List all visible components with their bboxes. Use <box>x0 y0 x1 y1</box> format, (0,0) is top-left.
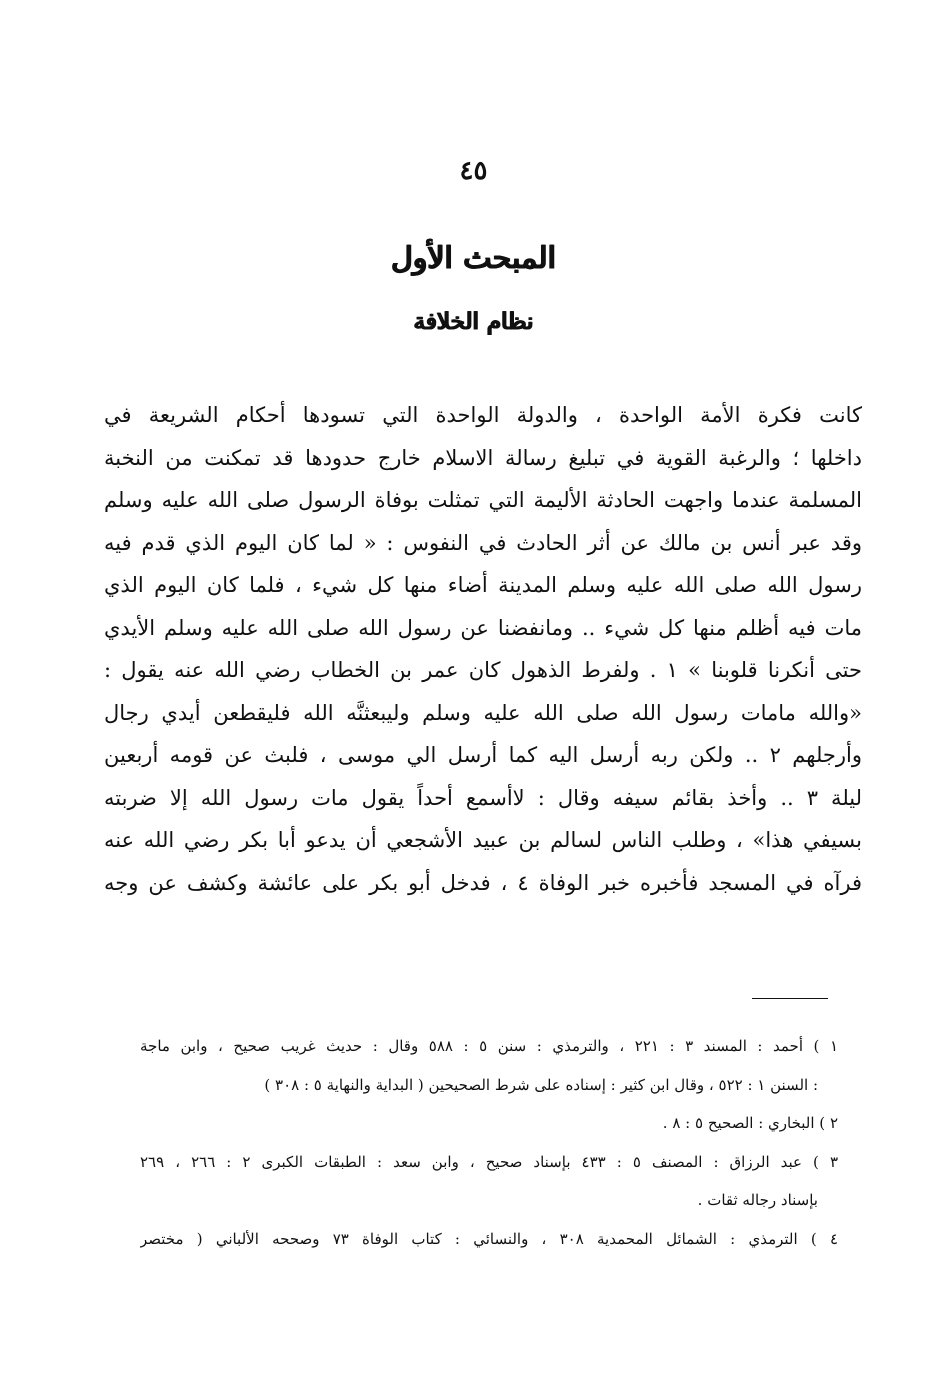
body-line: المسلمة عندما واجهت الحادثة الأليمة التي تمثلت بوفاة الرسول صلى الله عليه وسلم <box>104 488 862 512</box>
body-line: كانت فكرة الأمة الواحدة ، والدولة الواحدة التي تسودها أحكام الشريعة في <box>104 403 862 427</box>
footnote-1-continued: : السنن ١ : ٥٢٢ ، وقال ابن كثير : إسناده على شرط الصحيحين ( البداية والنهاية ٥ : ٣٠٨ ) <box>264 1075 818 1094</box>
body-line: وأرجلهم ٢ .. ولكن ربه أرسل اليه كما أرسل الي موسى ، فلبث عن قومه أربعين <box>104 743 862 767</box>
footnote-4: ٤ ) الترمذي : الشمائل المحمدية ٣٠٨ ، والنسائي : كتاب الوفاة ٧٣ وصححه الألباني ( مختصر <box>140 1229 838 1248</box>
page-number: ٤٥ <box>459 156 488 186</box>
footnote-3-continued: بإسناد رجاله ثقات . <box>697 1191 818 1209</box>
body-line: رسول الله صلى الله عليه وسلم المدينة أضاء منها كل شيء ، فلما كان اليوم الذي <box>104 573 862 597</box>
footnote-2: ٢ ) البخاري : الصحيح ٥ : ٨ . <box>662 1114 838 1132</box>
footnote-1: ١ ) أحمد : المسند ٣ : ٢٢١ ، والترمذي : سنن ٥ : ٥٨٨ وقال : حديث غريب صحيح ، وابن ماجة <box>140 1037 838 1055</box>
body-line: مات فيه أظلم منها كل شيء .. ومانفضنا عن رسول الله صلى الله عليه وسلم الأيدي <box>104 615 862 640</box>
footnote-3: ٣ ) عبد الرزاق : المصنف ٥ : ٤٣٣ بإسناد صحيح ، وابن سعد : الطبقات الكبرى ٢ : ٢٦٦ ، ٢٦٩ <box>140 1152 838 1171</box>
body-line: داخلها ؛ والرغبة القوية في تبليغ رسالة الاسلام خارج حدودها قد تمكنت من النخبة <box>104 445 862 470</box>
section-subheading: نظام الخلافة <box>413 308 534 335</box>
body-text <box>104 394 862 904</box>
body-line: حتى أنكرنا قلوبنا » ١ . ولفرط الذهول كان عمر بن الخطاب رضي الله عنه يقول : <box>104 658 862 682</box>
body-line: فرآه في المسجد فأخبره خبر الوفاة ٤ ، فدخل أبو بكر على عائشة وكشف عن وجه <box>104 870 862 895</box>
section-heading: المبحث الأول <box>391 241 556 276</box>
footnote-separator <box>752 998 828 999</box>
footnotes <box>140 1027 838 1258</box>
body-line: بسيفي هذا» ، وطلب الناس لسالم بن عبيد الأشجعي أن يدعو أبا بكر رضي الله عنه <box>104 828 862 852</box>
body-line: ليلة ٣ .. وأخذ بقائم سيفه وقال : لاأسمع أحداً يقول مات رسول الله إلا ضربته <box>104 785 862 810</box>
body-line: «والله مامات رسول الله صلى الله عليه وسلم وليبعثنَّه الله فليقطعن أيدي رجال <box>104 700 862 725</box>
body-line: وقد عبر أنس بن مالك عن أثر الحادث في النفوس : « لما كان اليوم الذي قدم فيه <box>104 530 862 555</box>
